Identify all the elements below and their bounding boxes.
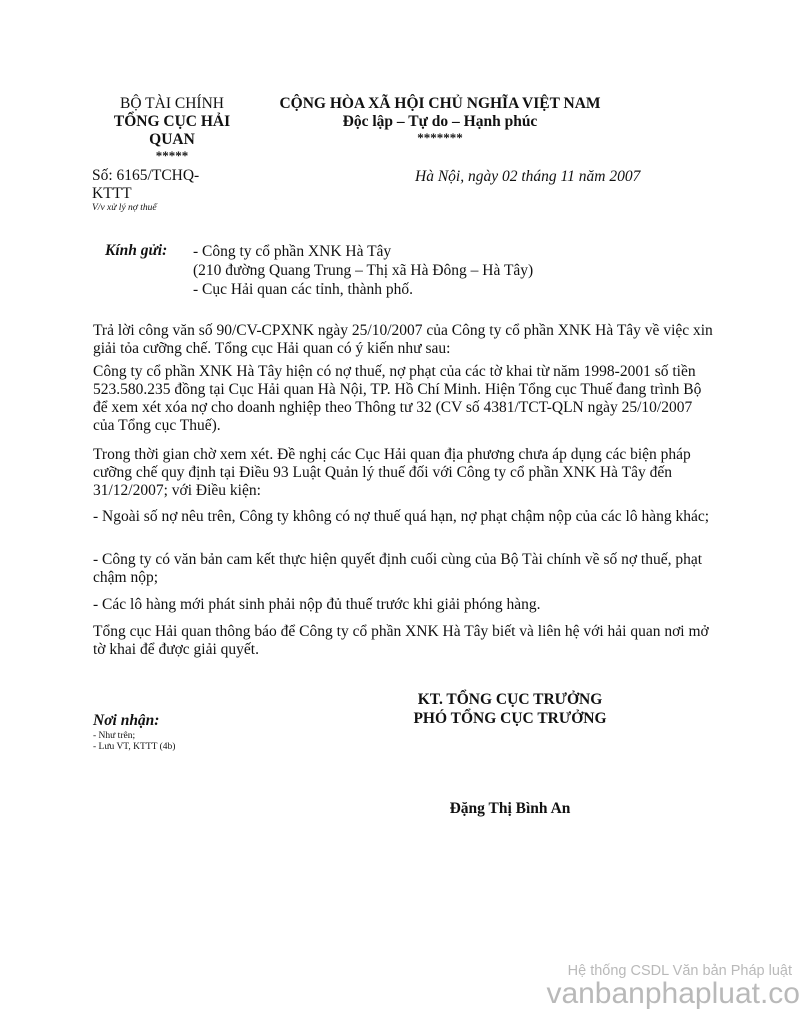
motto-stars: *******	[417, 130, 463, 145]
document-number-line2: KTTT	[92, 185, 132, 202]
department-name-line1: TỔNG CỤC HẢI	[113, 113, 231, 130]
issuing-authority	[92, 95, 252, 162]
watermark-site: vanbanphapluat.co	[546, 977, 800, 1010]
body-paragraph: Trả lời công văn số 90/CV-CPXNK ngày 25/10/2007 của Công ty cổ phần XNK Hà Tây về việc xin giải tỏa cưỡng chế. Tổng cục Hải quan có ý kiến như sau:	[93, 322, 713, 357]
body-paragraph: Công ty cổ phần XNK Hà Tây hiện có nợ thuế, nợ phạt của các tờ khai từ năm 1998-2001 số tiền 523.580.235 đồng tại Cục Hải quan Hà Nội, TP. Hồ Chí Minh. Hiện Tổng cục Thuế đang trình Bộ để xem xét xóa nợ cho doanh nghiệp theo Thông tư 32 (CV số 4381/TCT-QLN ngày 25/10/2007 của Tổng cục Thuế).	[93, 363, 702, 434]
document-subject: V/v xử lý nợ thuế	[92, 203, 157, 213]
noi-nhan-item: - Như trên;	[93, 731, 136, 741]
department-stars: *****	[155, 148, 189, 163]
country-name: CỘNG HÒA XÃ HỘI CHỦ NGHĨA VIỆT NAM	[279, 95, 601, 112]
body-paragraph: - Các lô hàng mới phát sinh phải nộp đủ thuế trước khi giải phóng hàng.	[93, 596, 541, 613]
body-paragraph: Tổng cục Hải quan thông báo để Công ty cổ phần XNK Hà Tây biết và liên hệ với hải quan nơi mở tờ khai để được giải quyết.	[93, 623, 709, 658]
body-paragraph: - Công ty có văn bản cam kết thực hiện quyết định cuối cùng của Bộ Tài chính về số nợ thuế, phạt chậm nộp;	[93, 551, 703, 586]
noi-nhan-label: Nơi nhận:	[93, 712, 160, 729]
place-date: Hà Nội, ngày 02 tháng 11 năm 2007	[415, 168, 641, 185]
signature-title-line1: KT. TỔNG CỤC TRƯỞNG	[417, 691, 603, 708]
recipient-line: - Cục Hải quan các tỉnh, thành phố.	[193, 281, 413, 298]
signer-name: Đặng Thị Bình An	[449, 800, 571, 817]
document-number-line1: Số: 6165/TCHQ-	[92, 167, 200, 184]
noi-nhan-item: - Lưu VT, KTTT (4b)	[93, 742, 176, 752]
recipient-line: - Công ty cổ phần XNK Hà Tây	[193, 243, 392, 260]
noi-nhan-list	[93, 731, 175, 753]
watermark-caption: Hệ thống CSDL Văn bản Pháp luật	[567, 963, 792, 979]
signature-title	[395, 690, 625, 728]
recipient-line: (210 đường Quang Trung – Thị xã Hà Đông – Hà Tây)	[193, 262, 534, 279]
body-paragraph: - Ngoài số nợ nêu trên, Công ty không có nợ thuế quá hạn, nợ phạt chậm nộp của các lô hàng khác;	[93, 508, 710, 525]
recipients-label: Kính gửi:	[105, 242, 168, 259]
body-paragraph: Trong thời gian chờ xem xét. Đề nghị các Cục Hải quan địa phương chưa áp dụng các biện pháp cưỡng chế quy định tại Điều 93 Luật Quản lý thuế đối với Công ty cổ phần XNK Hà Tây đến 31/12/2007; với Điều kiện:	[93, 446, 691, 499]
department-name-line2: QUAN	[149, 131, 195, 148]
ministry-name: BỘ TÀI CHÍNH	[120, 95, 224, 112]
national-title	[255, 95, 625, 144]
motto: Độc lập – Tự do – Hạnh phúc	[342, 113, 538, 130]
signature-title-line2: PHÓ TỔNG CỤC TRƯỞNG	[413, 710, 607, 727]
recipients-list	[193, 242, 693, 299]
document-number	[92, 167, 232, 203]
